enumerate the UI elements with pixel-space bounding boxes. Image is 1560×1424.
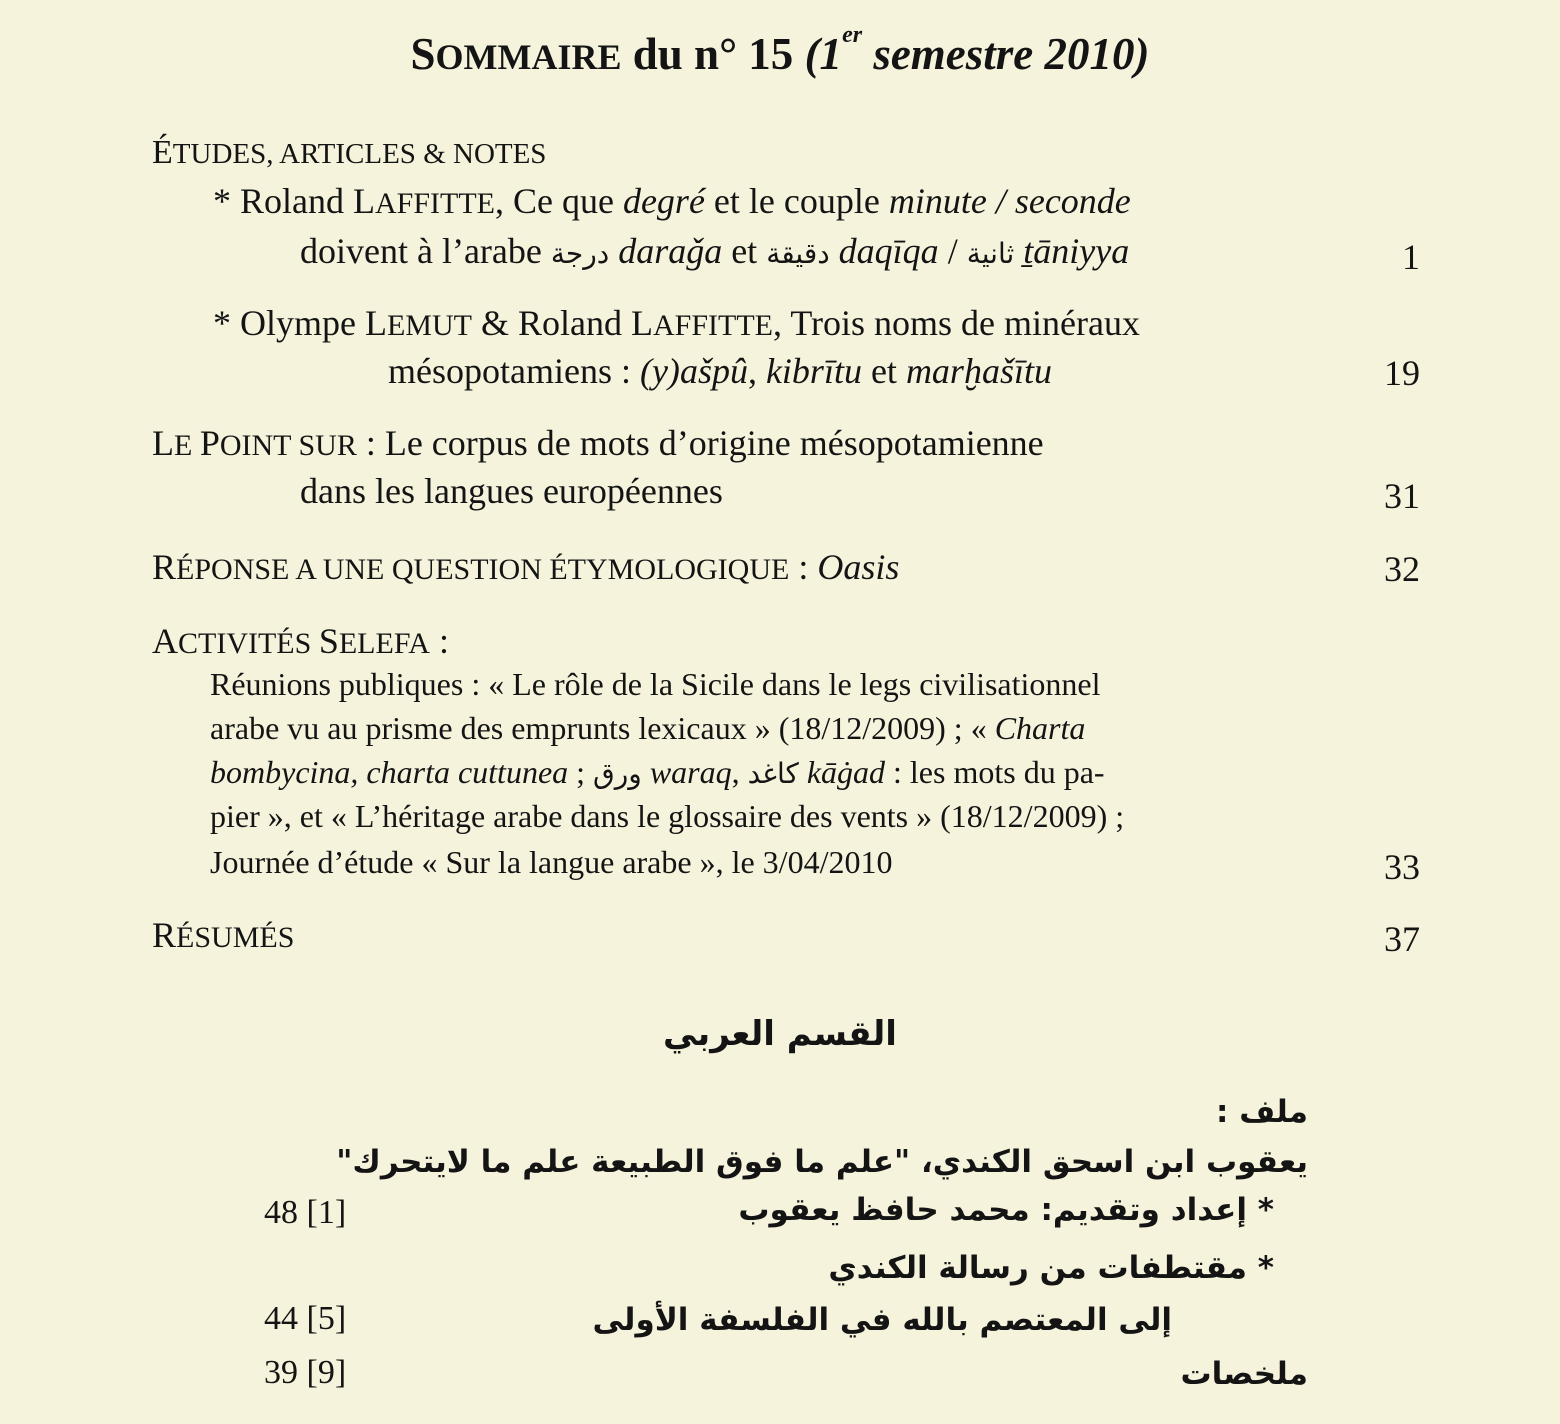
term-italic: kibrītu (765, 351, 862, 391)
term-italic: Oasis (817, 547, 900, 587)
page-number: 32 (1384, 549, 1420, 589)
text: arabe vu au prisme des emprunts lexicaux » (18/12/2009) ; « (210, 710, 995, 746)
text: doivent à l’arabe (300, 231, 551, 271)
section-initial: R (152, 547, 177, 587)
arabic-summaries: ملخصات (1180, 1356, 1308, 1392)
arabic-dossier-title: يعقوب ابن اسحق الكندي، "علم ما فوق الطبيعة علم ما لايتحرك" (336, 1144, 1308, 1180)
title-smallcaps: OMMAIRE (435, 37, 622, 77)
space (609, 231, 618, 271)
arabic-item-3: إلى المعتصم بالله في الفلسفة الأولى (592, 1302, 1172, 1338)
space (1014, 231, 1023, 271)
arabic-word: درجة (550, 237, 610, 270)
section-activites (152, 620, 449, 662)
page-number: 19 (1384, 353, 1420, 393)
section-smallcaps: TUDES, ARTICLES & NOTES (172, 138, 547, 170)
section-initial: É (152, 134, 173, 171)
title-semester-open: (1 (804, 29, 843, 79)
activities-line-1: Réunions publiques : « Le rôle de la Sicile dans le legs civilisationnel (210, 666, 1101, 702)
text: : (429, 621, 449, 661)
arabic-dossier-label: ملف : (1216, 1094, 1308, 1130)
term-italic: minute / seconde (888, 181, 1131, 221)
arabic-page-number: 44 [5] (264, 1300, 347, 1337)
text: mésopotamiens : (388, 351, 640, 391)
text: : les mots du pa- (885, 754, 1105, 790)
space (830, 231, 839, 271)
term-italic: waraq (649, 754, 732, 790)
section-initial: P (199, 423, 220, 463)
text: et (861, 351, 906, 391)
term-italic: Charta (994, 710, 1086, 746)
term-italic: daraǧa (618, 231, 723, 271)
title-issue: du n° 15 (621, 29, 805, 79)
section-point-line-2: dans les langues européennes (300, 471, 723, 511)
title-semester: semestre 2010) (862, 29, 1150, 79)
activities-line-4: pier », et « L’héritage arabe dans le glossaire des vents » (18/12/2009) ; (210, 798, 1125, 834)
arabic-word: كاغد (747, 757, 799, 790)
text: et le couple (704, 181, 889, 221)
article-1-line-2 (300, 230, 1129, 272)
text: : (789, 547, 818, 587)
text: , Ce que (494, 181, 623, 221)
space (642, 754, 650, 790)
arabic-section-heading: القسم العربي (663, 1014, 897, 1054)
section-smallcaps: OINT SUR (219, 429, 357, 462)
term-italic: (y) (639, 351, 680, 391)
term-italic: marḫašītu (905, 351, 1052, 391)
arabic-page-number: 39 [9] (264, 1354, 347, 1391)
arabic-item-2: * مقتطفات من رسالة الكندي (828, 1250, 1274, 1286)
page-number: 37 (1384, 919, 1420, 959)
section-smallcaps: ÉSUMÉS (176, 921, 295, 954)
section-initial: A (152, 621, 178, 661)
article-2-line-1 (213, 302, 1140, 344)
activities-line-2 (210, 710, 1085, 747)
activities-line-3 (210, 754, 1105, 791)
section-reponse (152, 546, 899, 588)
author-smallcaps: EMUT (386, 309, 472, 342)
text: , (731, 754, 748, 790)
term-italic: kāġad (806, 754, 886, 790)
text: et (722, 231, 767, 271)
activities-line-5: Journée d’étude « Sur la langue arabe », le 3/04/2010 (210, 844, 893, 880)
title-superscript: er (842, 22, 863, 48)
section-etudes (152, 134, 546, 172)
arabic-word: دقيقة (766, 237, 830, 270)
section-initial: L (152, 423, 174, 463)
section-point-line-1 (152, 422, 1044, 464)
section-smallcaps: CTIVITÉS (178, 627, 319, 660)
term-italic: degré (622, 181, 705, 221)
text: , (747, 351, 766, 391)
term-italic: daqīqa (838, 231, 939, 271)
arabic-item-1: * إعداد وتقديم: محمد حافظ يعقوب (738, 1192, 1274, 1228)
text: : Le corpus de mots d’origine mésopotamienne (356, 423, 1044, 463)
arabic-page-number: 48 [1] (264, 1194, 347, 1231)
page-number: 31 (1384, 476, 1420, 516)
term-italic: bombycina, charta cuttunea (210, 754, 569, 790)
page-number: 33 (1384, 847, 1420, 887)
page-title (0, 22, 1560, 80)
text: , Trois noms de minéraux (772, 303, 1140, 343)
section-initial: R (152, 915, 177, 955)
term-italic: ašpû (679, 351, 748, 391)
title-initial: S (410, 29, 436, 79)
section-smallcaps: E (174, 429, 200, 462)
author-smallcaps: AFFITTE (374, 187, 495, 220)
section-smallcaps: ELEFA (338, 627, 430, 660)
text: / (938, 231, 967, 271)
section-resumes (152, 914, 294, 956)
article-2-line-2 (388, 350, 1052, 392)
arabic-word: ثانية (966, 237, 1015, 270)
section-smallcaps: ÉPONSE A UNE QUESTION ÉTYMOLOGIQUE (176, 553, 790, 586)
article-1-line-1 (213, 180, 1131, 222)
text: & Roland L (471, 303, 653, 343)
text: ; (568, 754, 594, 790)
section-initial: S (318, 621, 339, 661)
term-italic: ṯāniyya (1023, 231, 1130, 271)
text: * Roland L (213, 181, 375, 221)
author-smallcaps: AFFITTE (652, 309, 773, 342)
arabic-word: ورق (593, 757, 642, 790)
page-number: 1 (1402, 237, 1420, 277)
text: * Olympe L (213, 303, 387, 343)
space (799, 754, 807, 790)
